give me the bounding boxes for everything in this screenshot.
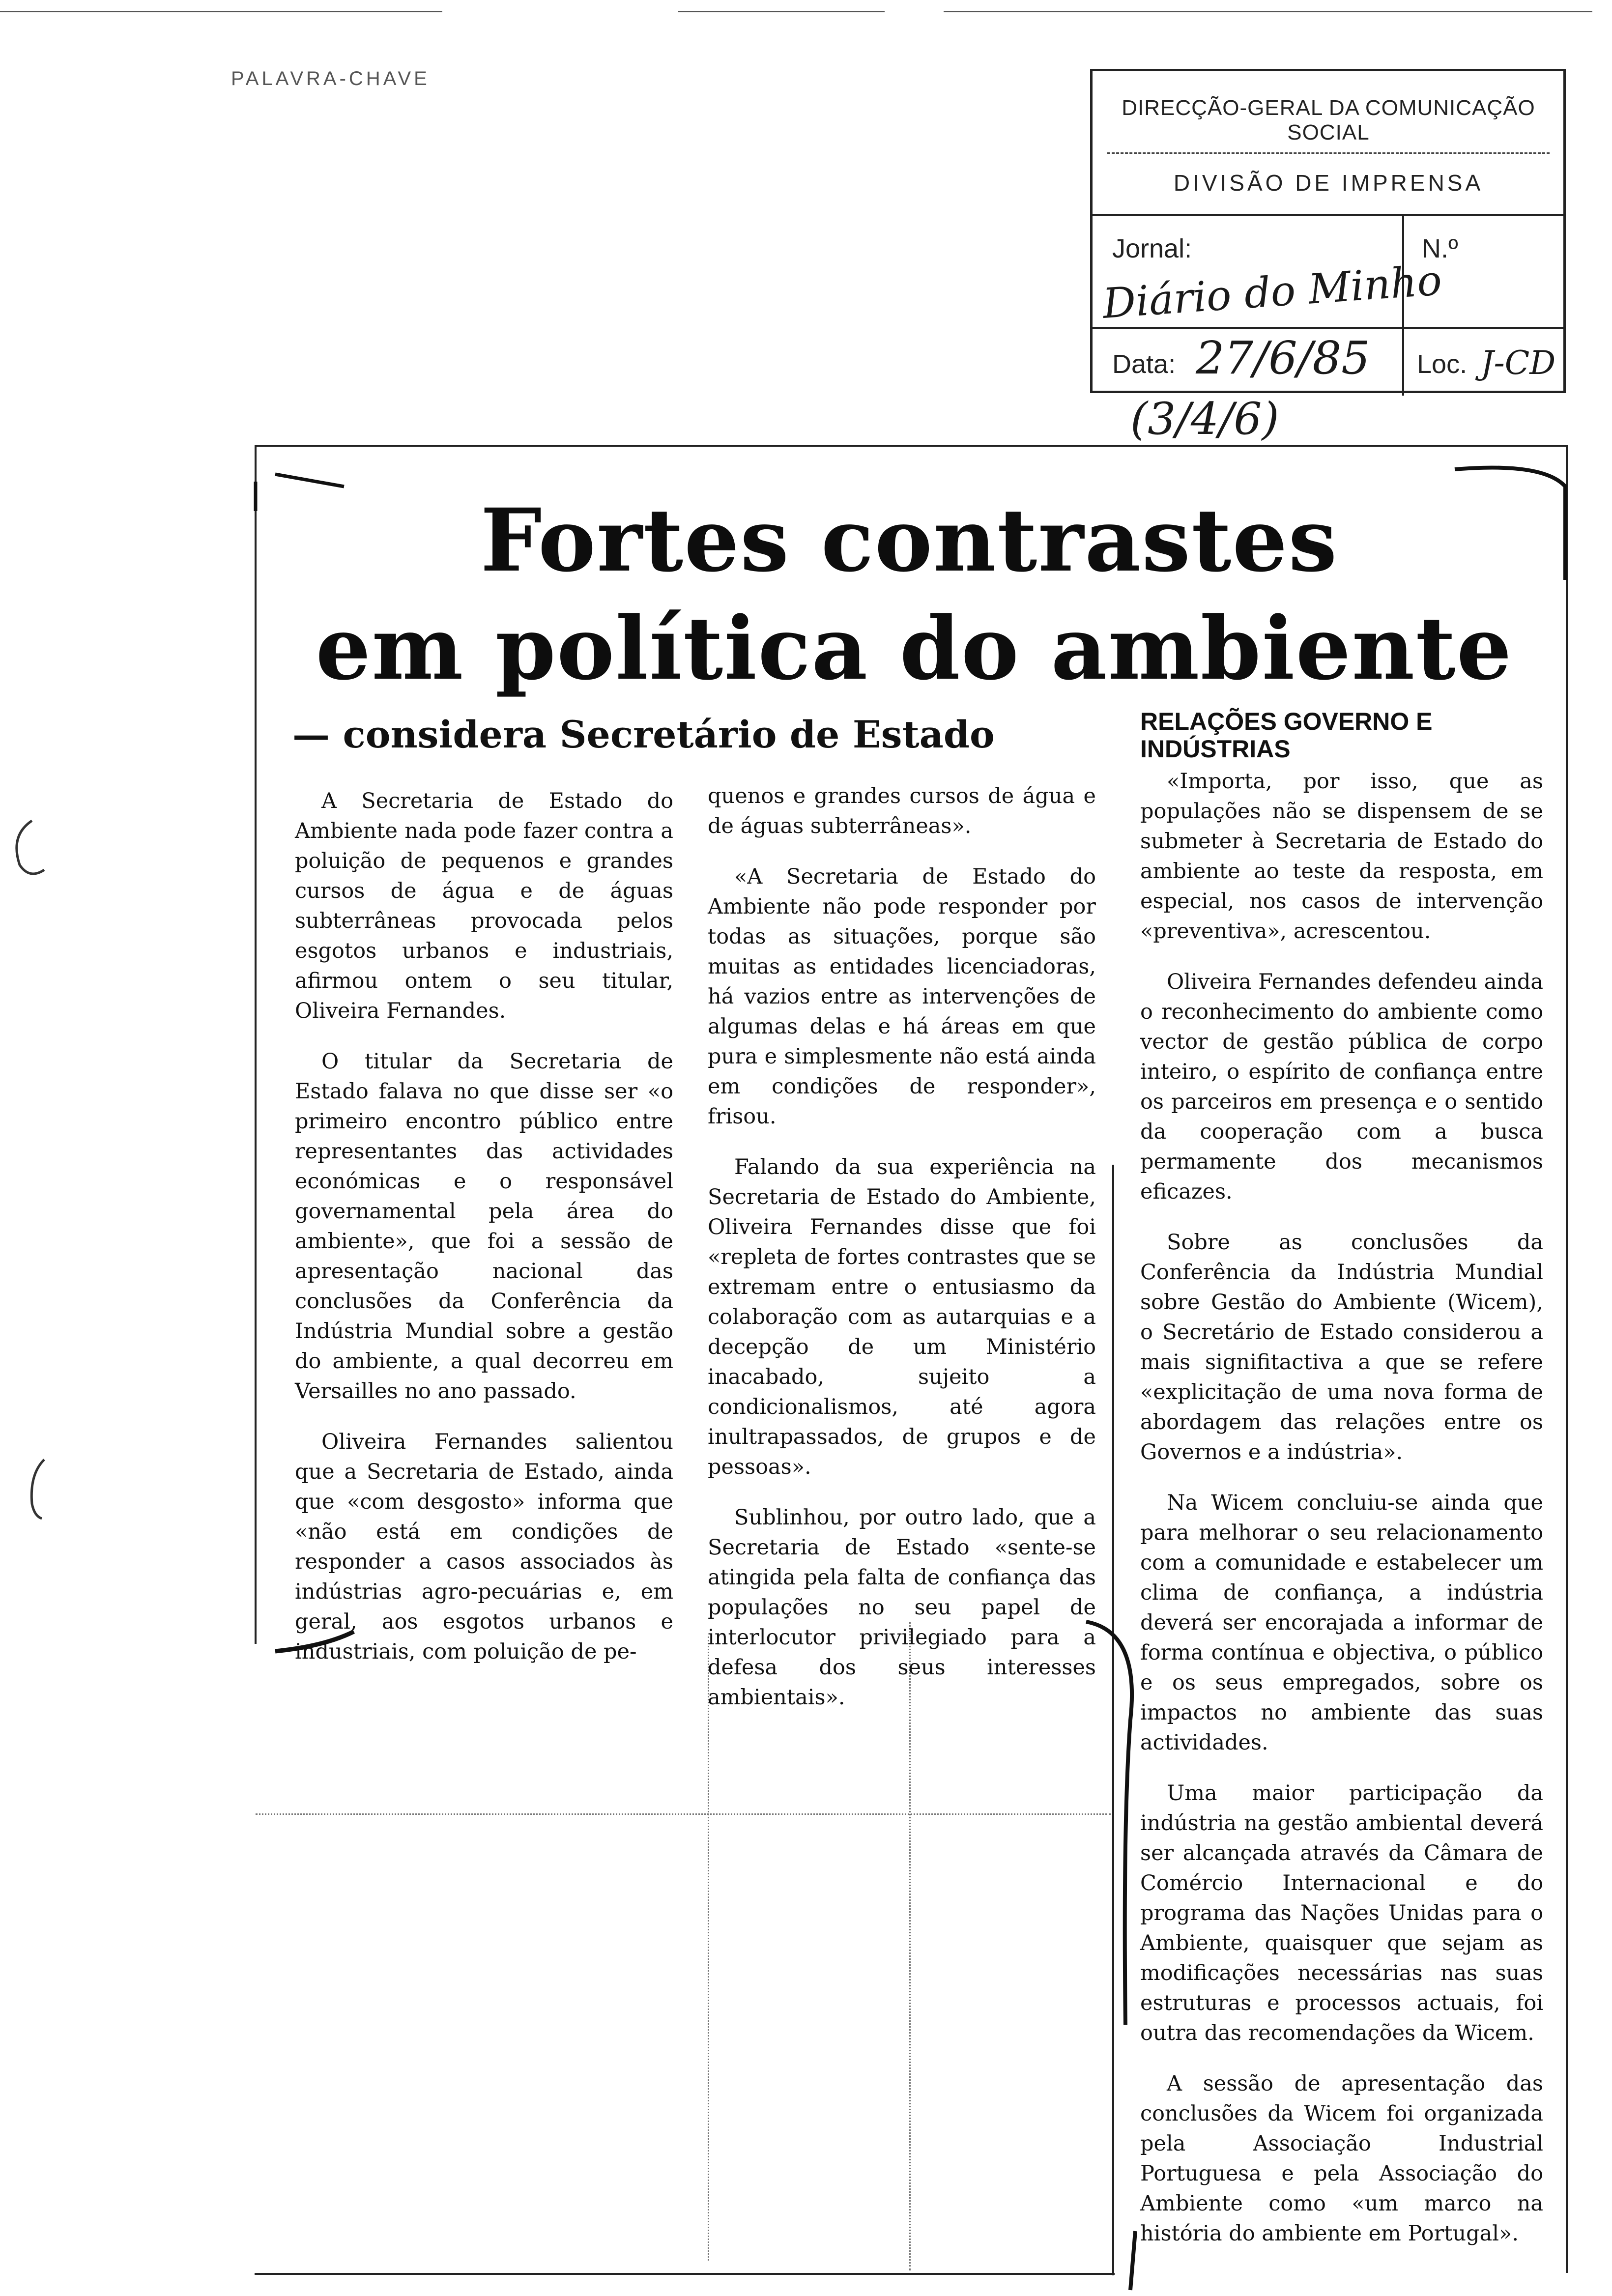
col3-paragraph: Oliveira Fernandes defendeu ainda o reconhecimento do ambiente como vector de gestão pública de corpo inteiro, o espírito de confiança entre os parceiros em presença e o sentido da cooperação com a busca permamente dos mecanismos eficazes. — [1140, 970, 1543, 1204]
col1-paragraph: Oliveira Fernandes salientou que a Secretaria de Estado, ainda que «com desgosto» informa que «não está em condições de responder a casos associados às indústrias agro-pecuárias e, em geral, aos esgotos urbanos e industriais, com poluição de pe- — [295, 1430, 673, 1664]
keyword-label: PALAVRA-CHAVE — [231, 68, 430, 89]
col3-paragraph: A sessão de apresentação das conclusões da Wicem foi organizada pela Associação Industrial Portuguesa e pela Associação do Ambiente como «um marco na história do ambiente em Portugal». — [1140, 2071, 1543, 2246]
stamp-jornal-label: Jornal: — [1112, 234, 1192, 263]
stamp-numero-label: N.º — [1422, 234, 1458, 263]
stamp-jornal-value: Diário do Minho — [1101, 256, 1443, 328]
col1-paragraph: O titular da Secretaria de Estado falava no que disse ser «o primeiro encontro público entre representantes das actividades económicas e o responsável governamental pela área do ambiente», que foi a sessão de apresentação nacional das conclusões da Conferência da Indústria Mundial sobre a gestão do ambiente, a qual decorreu em Versailles no ano passado. — [295, 1049, 673, 1404]
col2-paragraph: Sublinhou, por outro lado, que a Secretaria de Estado «sente-se atingida pela falta de confiança das populações no seu papel de interlocutor privilegiado para a defesa dos seus interesses ambientais». — [708, 1505, 1096, 1710]
stamp-reference: (3/4/6) — [1130, 393, 1279, 445]
col3-paragraph: Sobre as conclusões da Conferência da Indústria Mundial sobre Gestão do Ambiente (Wicem), o Secretário de Estado considerou a mais signifitactiva a que se refere «explicitação de uma nova forma de abordagem das relações entre os Governos e a indústria». — [1140, 1230, 1543, 1464]
headline-line-2: em política do ambiente — [316, 598, 1513, 699]
col3-paragraph: «Importa, por isso, que as populações não se dispensem de se submeter à Secretaria de Estado do ambiente ao teste da resposta, em especial, nos casos de intervenção «preventiva», acrescentou. — [1140, 769, 1543, 944]
col3-paragraph: Uma maior participação da indústria na gestão ambiental deverá ser alcançada através da Câmara de Comércio Internacional e do programa das Nações Unidas para o Ambiente, quaisquer que sejam as modificações necessárias nas suas estruturas e processos actuais, foi outra das recomendações da Wicem. — [1140, 1781, 1543, 2045]
subheadline: — considera Secretário de Estado — [292, 713, 995, 756]
stamp-loc-value: J-CD — [1481, 344, 1556, 382]
stamp-data-value: 27/6/85 — [1196, 332, 1370, 384]
headline-line-1: Fortes contrastes — [480, 489, 1338, 591]
column-1 — [295, 786, 673, 1688]
cut-line-horizontal — [256, 1813, 1111, 1815]
stamp-loc-label: Loc. — [1417, 349, 1468, 379]
col2-paragraph: quenos e grandes cursos de água e de águas subterrâneas». — [708, 784, 1096, 838]
stamp-data-label: Data: — [1112, 349, 1176, 379]
col1-paragraph: A Secretaria de Estado do Ambiente nada pode fazer contra a poluição de pequenos e grandes cursos de água e de águas subterrâneas provocada pelos esgotos urbanos e industriais, afirmou ontem o seu titular, Oliveira Fernandes. — [295, 789, 673, 1023]
col2-paragraph: «A Secretaria de Estado do Ambiente não pode responder por todas as situações, porque são muitas as entidades licenciadoras, há vazios entre as intervenções de algumas delas e há áreas em que pura e simplesmente não está ainda em condições de responder», frisou. — [708, 864, 1096, 1129]
stamp-org: DIRECÇÃO-GERAL DA COMUNICAÇÃO SOCIAL — [1122, 96, 1535, 144]
stamp-division: DIVISÃO DE IMPRENSA — [1173, 170, 1484, 196]
column-2 — [708, 781, 1096, 1733]
col2-paragraph: Falando da sua experiência na Secretaria de Estado do Ambiente, Oliveira Fernandes disse que foi «repleta de fortes contrastes que se extremam entre o entusiasmo da colaboração com as autarquias e a decepção de um Ministério inacabado, sujeito a condicionalismos, até agora inultrapassados, de grupos e de pessoas». — [708, 1155, 1096, 1479]
column-3 — [1140, 708, 1543, 2269]
section-heading: RELAÇÕES GOVERNO E INDÚSTRIAS — [1140, 708, 1433, 763]
col3-paragraph: Na Wicem concluiu-se ainda que para melhorar o seu relacionamento com a comunidade e estabelecer um clima de confiança, a indústria deverá ser encorajada a informar de forma contínua e objectiva, o público e os seus empregados, sobre os impactos no ambiente das suas actividades. — [1140, 1491, 1543, 1755]
